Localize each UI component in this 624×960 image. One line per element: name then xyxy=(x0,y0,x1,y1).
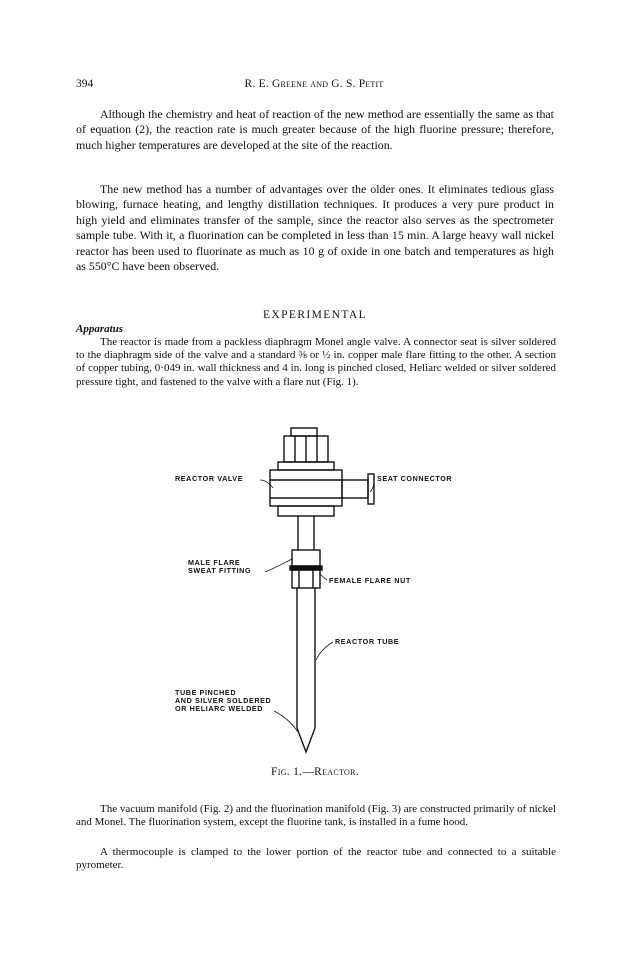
label-male-flare-line-1: MALE FLARE xyxy=(188,558,241,567)
label-reactor-tube: REACTOR TUBE xyxy=(335,637,400,646)
running-head: R. E. Greene and G. S. Petit xyxy=(244,78,384,90)
page-number: 394 xyxy=(76,78,94,90)
body-paragraph-1: Although the chemistry and heat of reaction of the new method are essentially the same as that of equation (2), the reaction rate is much greater because of the high fluorine pressure; therefore, much higher temperatures are developed at the site of the reaction. xyxy=(76,107,554,152)
seat-connector xyxy=(342,480,368,498)
valve-collar xyxy=(278,462,334,470)
male-flare-fitting xyxy=(292,550,320,566)
label-female-flare-nut: FEMALE FLARE NUT xyxy=(329,576,411,585)
figure-caption: Fig. 1.—Reactor. xyxy=(271,766,359,778)
valve-knob xyxy=(291,428,317,436)
reactor-diagram xyxy=(160,420,490,765)
pinched-tube-end xyxy=(297,728,315,752)
page-header xyxy=(76,78,552,96)
reactor-figure xyxy=(160,420,490,765)
apparatus-paragraph: The reactor is made from a packless diaphragm Monel angle valve. A connector seat is silver soldered to the diaphragm side of the valve and a standard ⅜ or ½ in. copper male flare fitting to the other. A section of copper tubing, 0·049 in. wall thickness and 4 in. long is pinched closed, Heliarc welded or silver soldered pressure tight, and fastened to the valve with a flare nut (Fig. 1). xyxy=(76,336,556,388)
female-flare-nut xyxy=(292,570,320,588)
body-paragraph-thermocouple: A thermocouple is clamped to the lower portion of the reactor tube and connected to a suitable pyrometer. xyxy=(76,846,556,872)
leader-reactor-tube xyxy=(316,642,333,660)
label-reactor-valve: REACTOR VALVE xyxy=(175,474,244,483)
label-seat-connector: SEAT CONNECTOR xyxy=(377,474,453,483)
subsection-heading: Apparatus xyxy=(76,323,124,335)
label-male-flare-line-2: SWEAT FITTING xyxy=(188,566,252,575)
leader-female-nut xyxy=(320,574,327,580)
body-paragraph-2: The new method has a number of advantages over the older ones. It eliminates tedious glass blowing, furnace heating, and lengthy distillation techniques. It produces a very pure product in high yield and eliminates transfer of the sample, since the reactor also serves as the spectrometer sample tube. With it, a fluorination can be completed in less than 15 min. A large heavy wall nickel reactor has been used to fluorinate as much as 10 g of oxide in one batch and temperatures as high as 550°C have been observed. xyxy=(76,182,554,274)
body-paragraph-manifold: The vacuum manifold (Fig. 2) and the fluorination manifold (Fig. 3) are constructed primarily of nickel and Monel. The fluorination system, except the fluorine tank, is installed in a fume hood. xyxy=(76,803,556,829)
seat-connector-flange xyxy=(368,474,374,504)
leader-tube-pinched xyxy=(274,711,298,732)
label-tube-pinched-line-3: OR HELIARC WELDED xyxy=(175,704,264,713)
leader-reactor-valve xyxy=(260,480,273,488)
valve-lower-body xyxy=(278,506,334,516)
label-tube-pinched-line-2: AND SILVER SOLDERED xyxy=(175,696,272,705)
label-tube-pinched-line-1: TUBE PINCHED xyxy=(175,688,237,697)
valve-body xyxy=(270,470,342,506)
leader-male-flare xyxy=(265,559,292,572)
section-title: EXPERIMENTAL xyxy=(262,309,368,321)
